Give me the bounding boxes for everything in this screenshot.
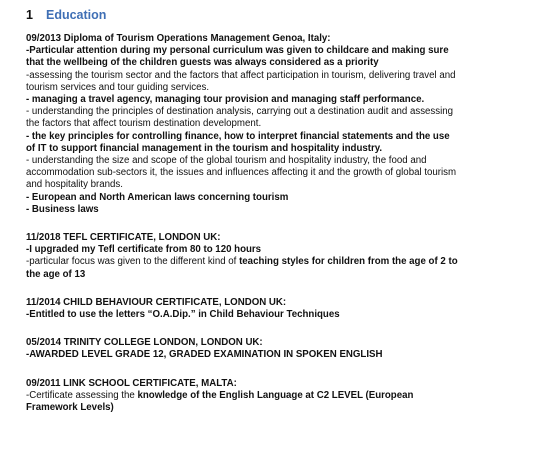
entry-line-mixed [26,256,526,268]
entry-title: 05/2014 TRINITY COLLEGE LONDON, LONDON UK: [26,337,263,349]
entry-line: and hospitality brands. [26,179,123,191]
entry-line: - the key principles for controlling finance, how to interpret financial statements and the use [26,130,450,142]
entry-line: -Entitled to use the letters “O.A.Dip.” in Child Behaviour Techniques [26,309,340,321]
education-entry-diploma [26,33,526,216]
education-entry-child-behaviour [26,297,526,321]
entry-line: tourism services and tour guiding services. [26,81,210,93]
entry-line: the age of 13 [26,268,86,280]
education-entry-tefl [26,232,526,281]
entry-line: - Business laws [26,203,99,215]
entry-title: 09/2011 LINK SCHOOL CERTIFICATE, MALTA: [26,377,237,389]
entry-line: -assessing the tourism sector and the factors that affect participation in tourism, delivering travel and [26,69,456,81]
entry-line: Framework Levels) [26,402,114,414]
entry-line: that the wellbeing of the children guests was always considered as a priority [26,57,379,69]
entry-line: accommodation sub-sectors it, the issues and influences affecting it and the growth of global tourism [26,167,457,179]
entry-text: -particular focus was given to the different kind of [26,256,240,268]
entry-title: 09/2013 Diploma of Tourism Operations Management Genoa, Italy: [26,33,331,44]
entry-line: - understanding the size and scope of the global tourism and hospitality industry, the food and [26,155,427,167]
document-page [26,6,526,414]
entry-line: -AWARDED LEVEL GRADE 12, GRADED EXAMINATION IN SPOKEN ENGLISH [26,349,383,361]
entry-line-mixed [26,390,526,402]
education-entry-trinity [26,337,526,361]
section-title: Education [46,8,107,22]
entry-text-bold: knowledge of the English Language at C2 LEVEL (European [137,389,414,401]
education-entry-link-school [26,378,526,415]
section-number: 1 [26,8,33,22]
entry-title: 11/2018 TEFL CERTIFICATE, LONDON UK: [26,232,221,244]
entry-title: 11/2014 CHILD BEHAVIOUR CERTIFICATE, LONDON UK: [26,296,287,308]
entry-line: - understanding the principles of destination analysis, carrying out a destination audit and assessing [26,106,454,118]
entry-line: -Particular attention during my personal curriculum was given to childcare and making sure [26,45,449,57]
entry-text-bold: teaching styles for children from the age of 2 to [239,256,458,268]
entry-line: - European and North American laws concerning tourism [26,191,289,203]
entry-line: -I upgraded my Tefl certificate from 80 to 120 hours [26,244,262,256]
entry-text: -Certificate assessing the [26,389,138,401]
entry-line: the factors that affect tourism destination development. [26,118,262,130]
section-heading [26,6,526,24]
entry-line: of IT to support financial management in the tourism and hospitality industry. [26,142,383,154]
entry-line: - managing a travel agency, managing tour provision and managing staff performance. [26,94,425,106]
